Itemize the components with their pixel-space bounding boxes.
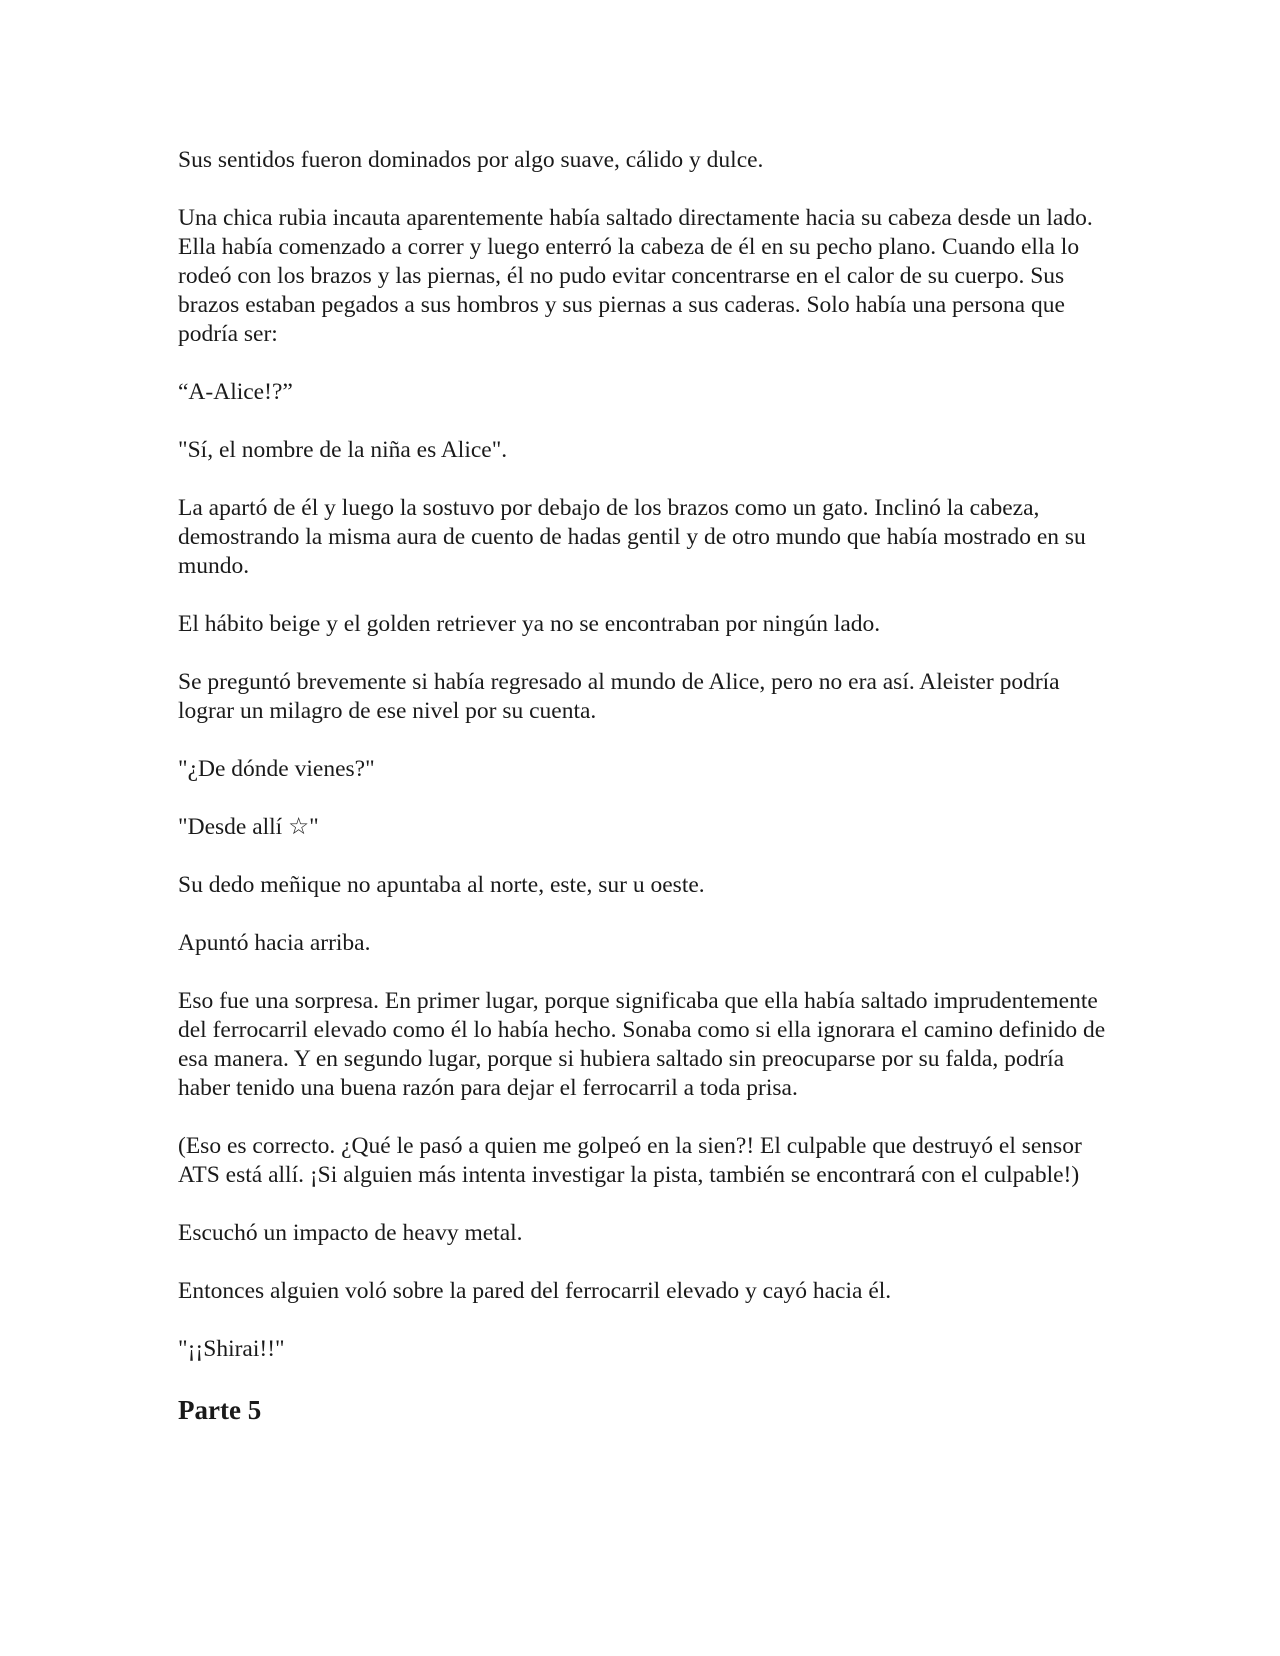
paragraph: Entonces alguien voló sobre la pared del ferrocarril elevado y cayó hacia él. [178,1278,892,1304]
paragraph: "¿De dónde vienes?" [178,756,375,782]
paragraph: "Sí, el nombre de la niña es Alice". [178,437,508,463]
paragraph: Eso fue una sorpresa. En primer lugar, porque significaba que ella había saltado imprudentemente del ferrocarril elevado como él lo había hecho. Sonaba como si ella ignorara el camino definido de esa manera. Y en segundo lugar, porque si hubiera saltado sin preocuparse por su falda, podría haber tenido una buena razón para dejar el ferrocarril a toda prisa. [178,988,1106,1101]
paragraph: Escuchó un impacto de heavy metal. [178,1220,523,1246]
section-heading: Parte 5 [178,1395,262,1425]
paragraph: Apuntó hacia arriba. [178,930,371,956]
paragraph: El hábito beige y el golden retriever ya no se encontraban por ningún lado. [178,611,881,637]
paragraph: “A-Alice!?” [178,379,293,405]
paragraph: Una chica rubia incauta aparentemente había saltado directamente hacia su cabeza desde un lado. Ella había comenzado a correr y luego enterró la cabeza de él en su pecho plano. Cuando ella lo rodeó con los brazos y las piernas, él no pudo evitar concentrarse en el calor de su cuerpo. Sus brazos estaban pegados a sus hombros y sus piernas a sus caderas. Solo había una persona que podría ser: [178,205,1093,347]
paragraph: Su dedo meñique no apuntaba al norte, este, sur u oeste. [178,872,705,898]
document-page [178,146,1118,1427]
paragraph: "Desde allí ☆" [178,814,319,840]
paragraph: Se preguntó brevemente si había regresado al mundo de Alice, pero no era así. Aleister podría lograr un milagro de ese nivel por su cuenta. [178,669,1060,724]
paragraph: (Eso es correcto. ¿Qué le pasó a quien me golpeó en la sien?! El culpable que destruyó el sensor ATS está allí. ¡Si alguien más intenta investigar la pista, también se encontrará con el culpable!) [178,1133,1082,1188]
paragraph: "¡¡Shirai!!" [178,1336,285,1362]
paragraph: Sus sentidos fueron dominados por algo suave, cálido y dulce. [178,147,764,173]
paragraph: La apartó de él y luego la sostuvo por debajo de los brazos como un gato. Inclinó la cabeza, demostrando la misma aura de cuento de hadas gentil y de otro mundo que había mostrado en su mundo. [178,495,1086,579]
